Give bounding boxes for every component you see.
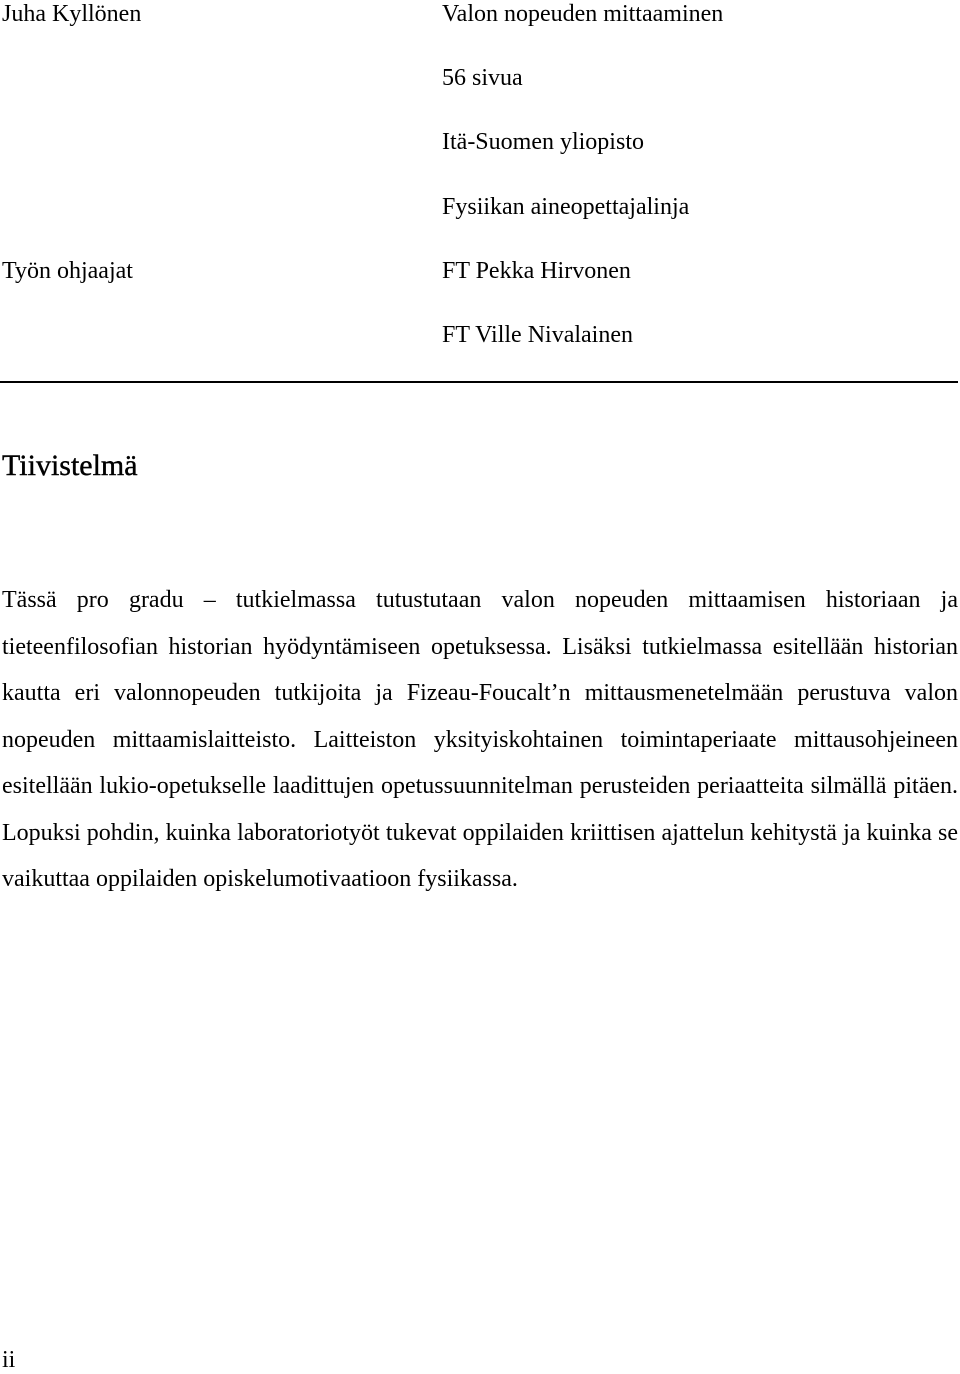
- university-name: Itä-Suomen yliopisto: [442, 129, 644, 155]
- abstract-heading: Tiivistelmä: [2, 449, 138, 482]
- thesis-title: Valon nopeuden mittaaminen: [442, 1, 724, 27]
- supervisors-label: Työn ohjaajat: [2, 258, 133, 284]
- page-count: 56 sivua: [442, 65, 523, 91]
- abstract-text: Tässä pro gradu – tutkielmassa tutustutaan valon nopeuden mittaamisen historiaan ja tieteenfilosofian historian hyödyntämiseen opetuksessa. Lisäksi tutkielmassa esitellään historian kautta eri valonnopeuden tutkijoita ja Fizeau-Foucalt’n mittausmenetelmään perustuva valon nopeuden mittaamislaitteisto. Laitteiston yksityiskohtainen toimintaperiaate mittausohjeineen esitellään lukio-opetukselle laadittujen opetussuunnitelman perusteiden periaatteita silmällä pitäen. Lopuksi pohdin, kuinka laboratoriotyöt tukevat oppilaiden kriittisen ajattelun kehitystä ja kuinka se vaikuttaa oppilaiden opiskelumotivaatioon fysiikassa.: [2, 587, 958, 892]
- author-name: Juha Kyllönen: [2, 1, 142, 27]
- page-number: ii: [2, 1347, 16, 1373]
- supervisor-1: FT Pekka Hirvonen: [442, 258, 631, 284]
- study-program: Fysiikan aineopettajalinja: [442, 194, 690, 220]
- supervisor-2: FT Ville Nivalainen: [442, 322, 633, 348]
- section-divider: [0, 381, 958, 383]
